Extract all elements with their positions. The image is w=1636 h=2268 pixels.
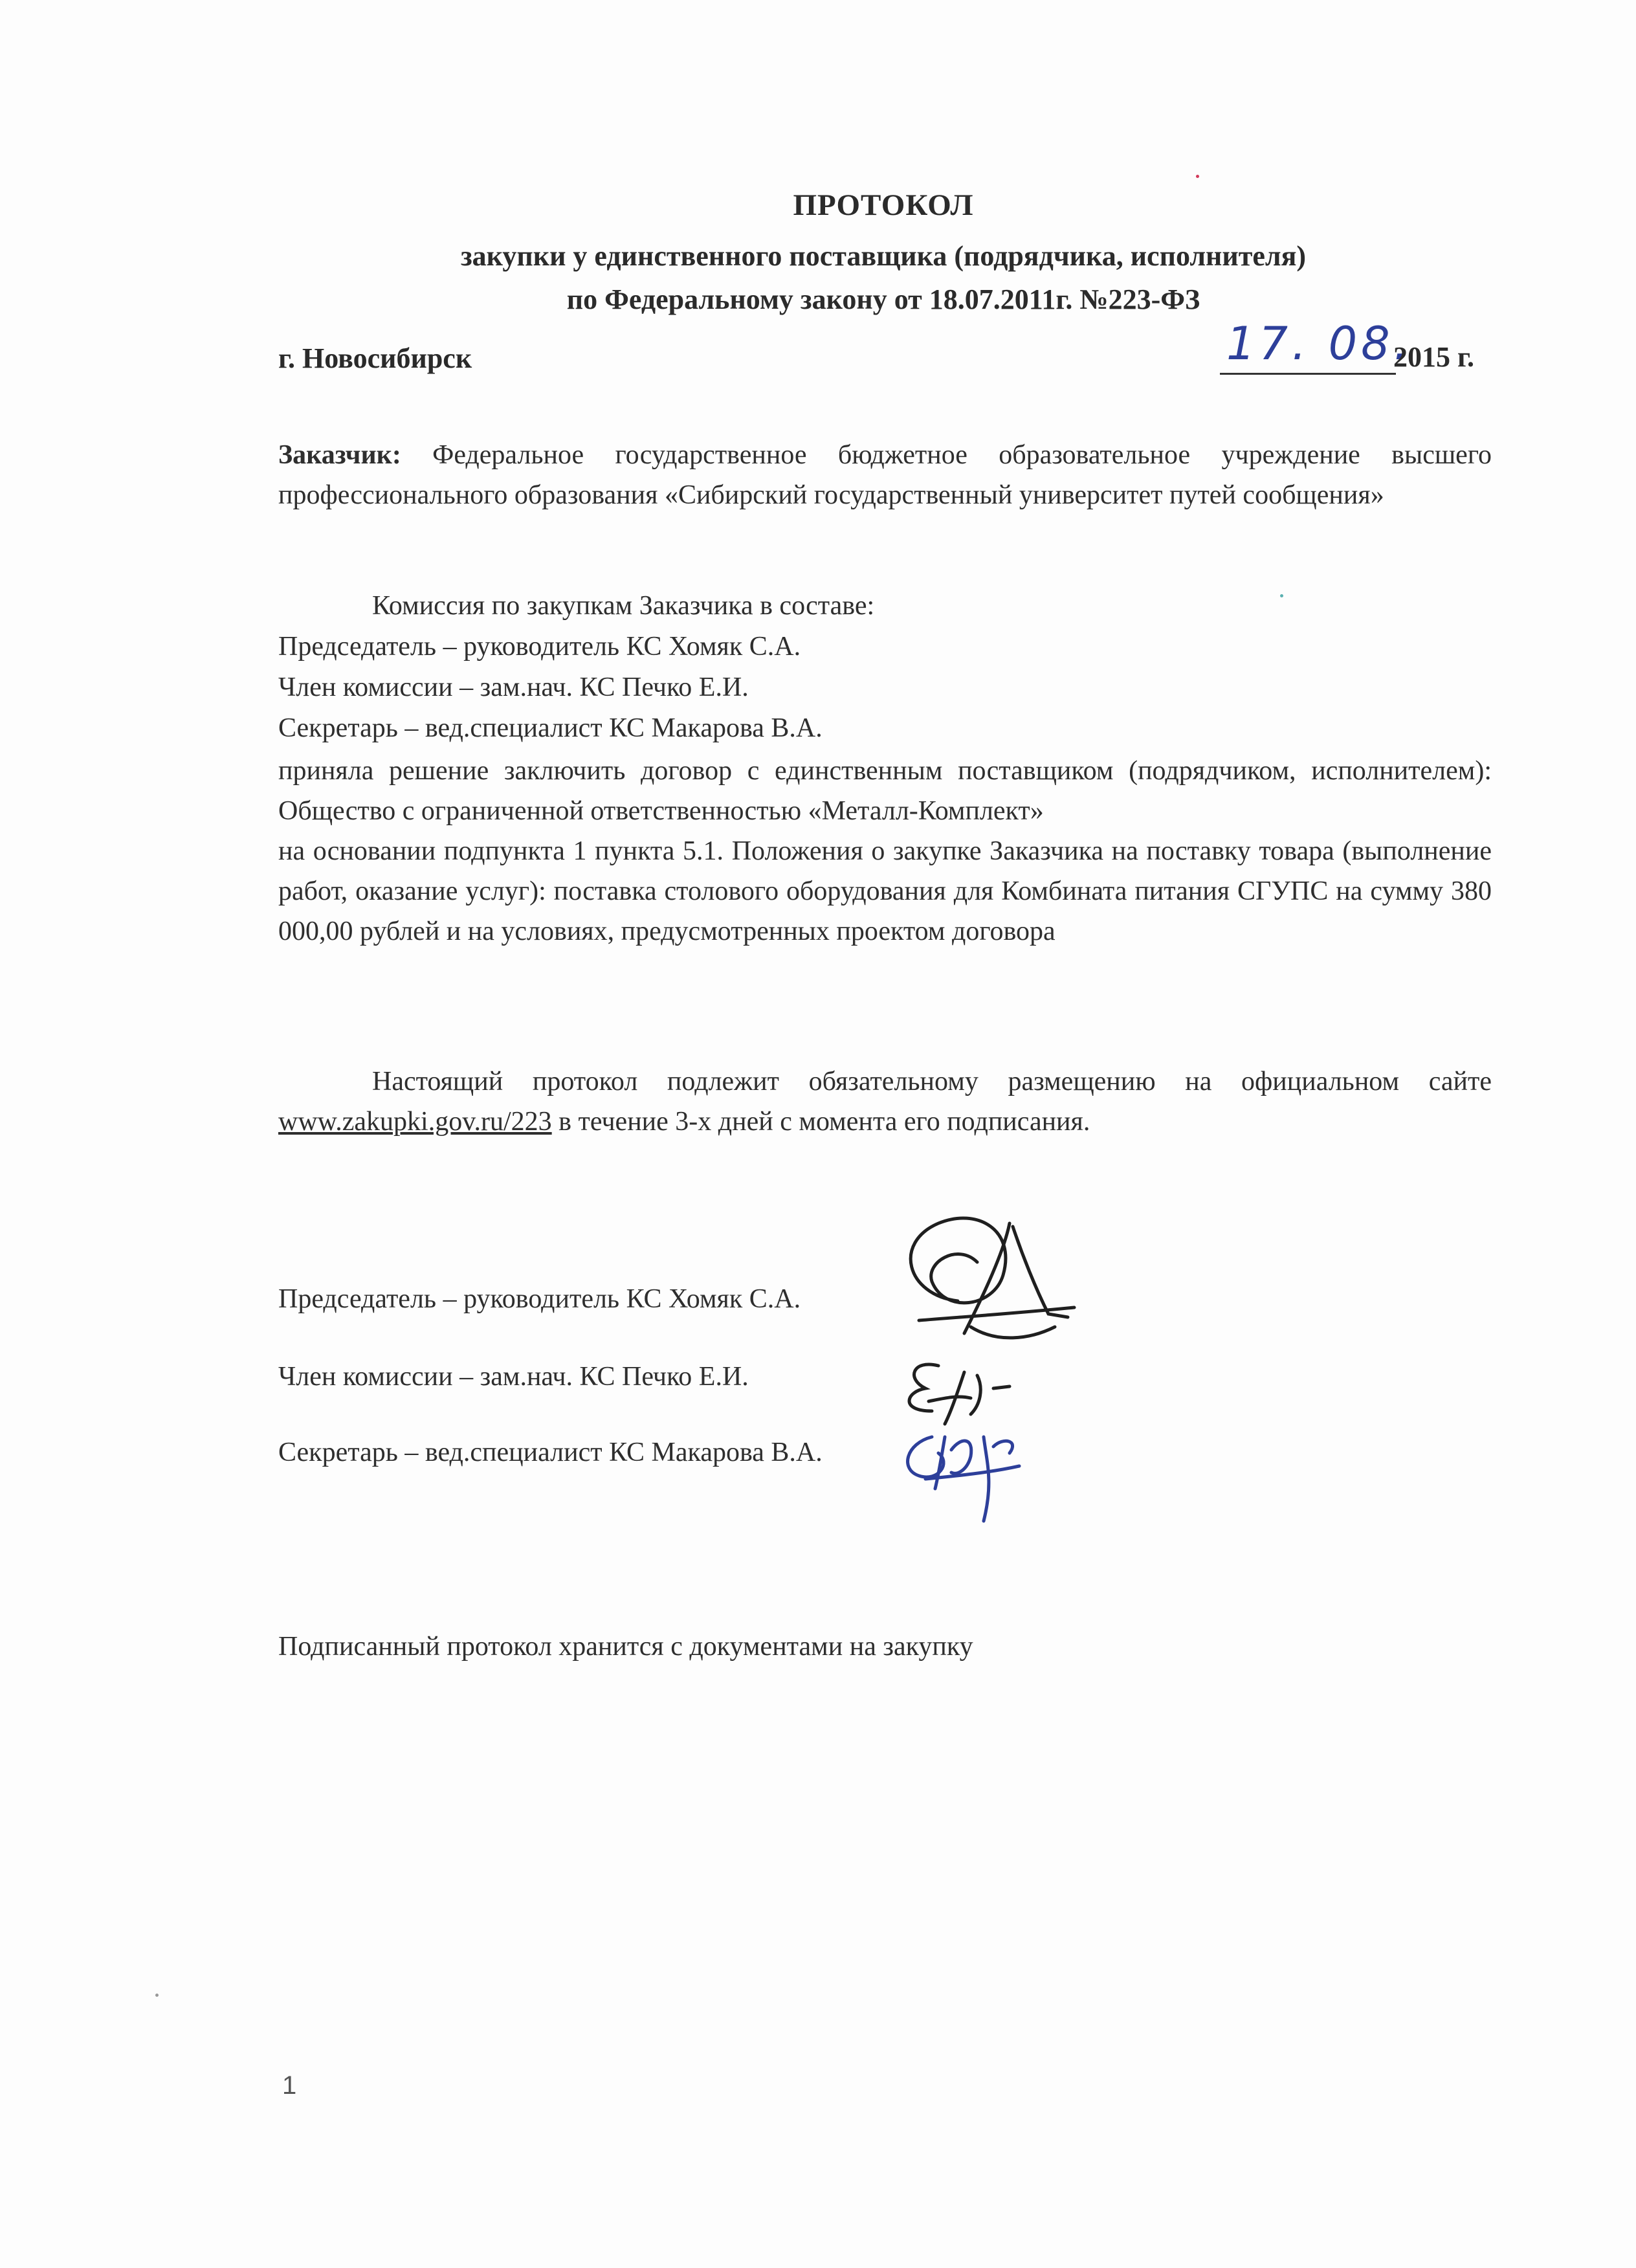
page-number: 1 bbox=[282, 2071, 297, 2100]
signature-member-icon bbox=[909, 1364, 1010, 1424]
commission-member-secretary: Секретарь – вед.специалист КС Макарова В.А. bbox=[278, 713, 823, 743]
law-reference: по Федеральному закону от 18.07.2011г. №223-ФЗ bbox=[566, 284, 1200, 315]
handwritten-signatures bbox=[880, 1204, 1113, 1540]
document-subtitle: закупки у единственного поставщика (подрядчика, исполнителя) bbox=[460, 240, 1307, 272]
customer-paragraph bbox=[278, 435, 1492, 515]
customer-text: Федеральное государственное бюджетное образовательное учреждение высшего профессионального образования «Сибирский государственный университет путей сообщения» bbox=[278, 440, 1492, 510]
commission-member-member: Член комиссии – зам.нач. КС Печко Е.И. bbox=[278, 673, 749, 702]
decision-basis: на основании подпункта 1 пункта 5.1. Положения о закупке Заказчика на поставку товара (выполнение работ, оказание услуг): поставка столового оборудования для Комбината питания СГУПС на сумму 380 000,00 рублей и на условиях, предусмотренных проектом договора bbox=[278, 836, 1492, 946]
footer-note: Подписанный протокол хранится с документами на закупку bbox=[278, 1632, 973, 1662]
signature-line-secretary: Секретарь – вед.специалист КС Макарова В.А. bbox=[278, 1438, 823, 1467]
decision-paragraph bbox=[278, 751, 1492, 951]
signature-line-chair: Председатель – руководитель КС Хомяк С.А. bbox=[278, 1284, 801, 1314]
signature-line-member: Член комиссии – зам.нач. КС Печко Е.И. bbox=[278, 1362, 749, 1392]
commission-member-chair: Председатель – руководитель КС Хомяк С.А. bbox=[278, 632, 801, 662]
date-underline bbox=[1220, 373, 1396, 375]
date-year: 2015 г. bbox=[1393, 341, 1475, 373]
publication-text bbox=[278, 1062, 1492, 1142]
customer-label: Заказчик: bbox=[278, 440, 401, 470]
decision-text: приняла решение заключить договор с единственным поставщиком (подрядчиком, исполнителем): Общество с ограниченной ответственностью «Металл-Комплект» bbox=[278, 756, 1492, 826]
zakupki-link[interactable]: www.zakupki.gov.ru/223 bbox=[278, 1107, 552, 1137]
signature-secretary-icon bbox=[908, 1437, 1019, 1521]
publication-text-before: Настоящий протокол подлежит обязательному размещению на официальном сайте bbox=[372, 1067, 1492, 1096]
document-title: ПРОТОКОЛ bbox=[793, 188, 974, 222]
publication-paragraph bbox=[278, 1062, 1492, 1142]
city-label: г. Новосибирск bbox=[278, 342, 472, 374]
publication-text-after: в течение 3-х дней с момента его подписания. bbox=[551, 1107, 1090, 1137]
commission-intro: Комиссия по закупкам Заказчика в составе: bbox=[372, 591, 875, 621]
document-date bbox=[1220, 317, 1492, 375]
scan-speck bbox=[155, 1994, 159, 1997]
scan-speck bbox=[1196, 175, 1199, 178]
handwritten-date: 17. 08. bbox=[1226, 317, 1412, 370]
signature-chair-icon bbox=[911, 1218, 1074, 1338]
scan-speck bbox=[1280, 594, 1283, 597]
